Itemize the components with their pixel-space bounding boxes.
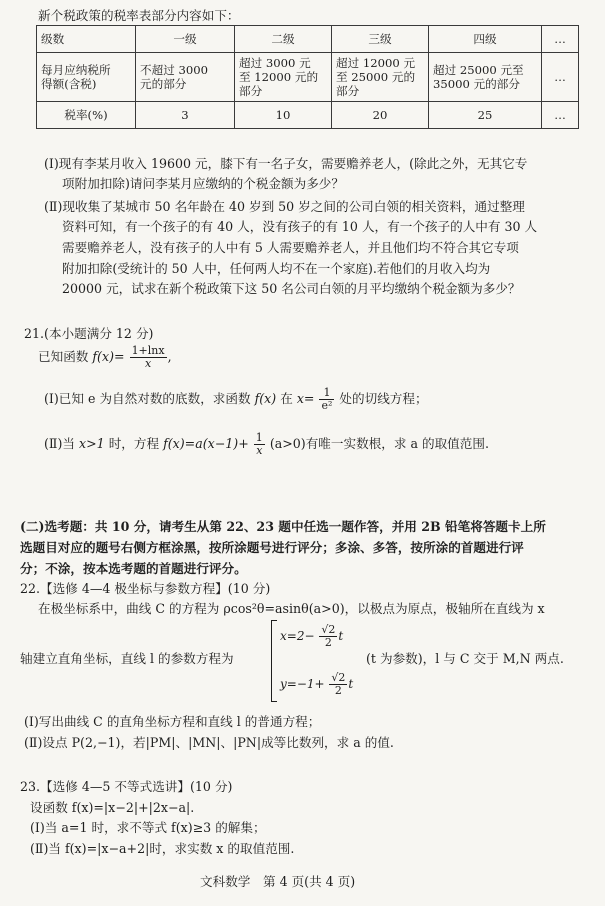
income-label-cell <box>37 53 136 102</box>
q21-part2-text: 时，方程 <box>108 436 160 451</box>
param-y-text: t <box>348 677 354 691</box>
q20-part1-line: (Ⅰ)现有李某月收入 19600 元，膝下有一名子女，需要赡养老人，(除此之外，无其它专 <box>44 156 528 171</box>
rate-cell-more: … <box>542 102 579 129</box>
param-x-fraction <box>319 624 337 649</box>
rate-cell: 25 <box>429 102 542 129</box>
q22-part2: (Ⅱ)设点 P(2,−1)，若|PM|、|MN|、|PN|成等比数列，求 a 的值. <box>24 735 394 750</box>
fraction-denominator: e² <box>321 399 333 412</box>
q21-given-fx: f(x)= <box>92 349 125 364</box>
param-y-fraction <box>329 672 347 697</box>
header-cell: 一级 <box>136 26 235 53</box>
table-header-row <box>37 26 579 53</box>
income-line: 元的部分 <box>140 77 187 91</box>
fraction-denominator: 2 <box>334 684 342 697</box>
rate-cell: 10 <box>235 102 332 129</box>
rate-cell: 20 <box>332 102 429 129</box>
income-line: 部分 <box>239 84 263 98</box>
q21-part1-text: 处的切线方程； <box>339 391 428 406</box>
fraction-numerator: √2 <box>321 623 336 636</box>
param-y-text: y=−1+ <box>280 677 325 691</box>
fraction-denominator: x <box>144 357 152 370</box>
q20-part2-line: 20000 元，试求在新个税政策下这 50 名公司白领的月平均缴纳个税金额为多少？ <box>62 281 521 296</box>
elective-instructions-line: 选题目对应的题号右侧方框涂黑，按所涂题号进行评分；多涂、多答，按所涂的首题进行评 <box>20 540 524 555</box>
income-label-line: 每月应纳税所 <box>41 63 111 77</box>
q20-part2-line: (Ⅱ)现收集了某城市 50 名年龄在 40 岁到 50 岁之间的公司白领的相关资料，通过整理 <box>44 199 525 214</box>
q21-part1-fx: f(x) <box>254 391 277 406</box>
q21-part1-text: (Ⅰ)已知 e 为自然对数的底数，求函数 <box>44 391 251 406</box>
q20-part2-line: 资料可知，有一个孩子的有 40 人，没有孩子的有 10 人，有一个孩子的人中有 30 人 <box>62 219 538 234</box>
q23-part1: (Ⅰ)当 a=1 时，求不等式 f(x)≥3 的解集； <box>30 820 266 835</box>
param-x-text: x=2− <box>280 629 315 643</box>
fraction-numerator: 1+lnx <box>131 344 165 357</box>
q23-line: 设函数 f(x)=|x−2|+|2x−a|. <box>30 800 195 815</box>
income-line: 至 25000 元的 <box>336 70 416 84</box>
q22-line: 在极坐标系中，曲线 C 的方程为 ρcos²θ=asinθ(a>0)，以极点为原点，极轴所在直线为 x <box>38 601 545 616</box>
rate-label-cell: 税率(%) <box>37 102 136 129</box>
income-line: 超过 25000 元至 <box>433 63 524 77</box>
header-cell: 级数 <box>37 26 136 53</box>
q21-part1-fraction <box>319 387 334 412</box>
rate-cell: 3 <box>136 102 235 129</box>
table-income-row <box>37 53 579 102</box>
q20-part1-line: 项附加扣除)请问李某月应缴纳的个税金额为多少？ <box>62 176 344 191</box>
q21-part1-x: x= <box>296 391 315 406</box>
income-cell <box>429 53 542 102</box>
q21-given: 已知函数 f(x)= $\frac{1+\ln x}{x}$ , <box>38 344 172 370</box>
fraction-denominator: 2 <box>324 636 332 649</box>
header-cell: 二级 <box>235 26 332 53</box>
q21-part2-text: (Ⅱ)当 <box>44 436 75 451</box>
income-line: 超过 3000 元 <box>239 56 311 70</box>
page-footer: 文科数学 第 4 页(共 4 页) <box>200 874 356 889</box>
tax-rate-table <box>36 25 579 129</box>
table-rate-row <box>37 102 579 129</box>
q22-part1: (Ⅰ)写出曲线 C 的直角坐标方程和直线 l 的普通方程； <box>24 714 321 729</box>
q22-title: 22.【选修 4—4 极坐标与参数方程】(10 分) <box>20 581 271 596</box>
elective-instructions-line: (二)选考题：共 10 分，请考生从第 22、23 题中任选一题作答，并用 2B 铅笔将答题卡上所 <box>20 519 546 534</box>
income-cell <box>332 53 429 102</box>
income-line: 35000 元的部分 <box>433 77 520 91</box>
q21-part2-eq: f(x)=a(x−1)+ <box>163 436 249 451</box>
q21-part1-text: 在 <box>280 391 293 406</box>
q21-part2 <box>44 429 489 459</box>
q22-line-prefix: 轴建立直角坐标，直线 l 的参数方程为 <box>20 651 234 666</box>
header-cell: 四级 <box>429 26 542 53</box>
q23-part2: (Ⅱ)当 f(x)=|x−a+2|时，求实数 x 的取值范围. <box>30 841 295 856</box>
q21-part2-cond: x>1 <box>79 436 105 451</box>
income-cell <box>136 53 235 102</box>
income-label-line: 得额(含税) <box>41 77 97 91</box>
param-x-equation <box>280 624 343 649</box>
param-x-text: t <box>338 629 344 643</box>
q21-part1 <box>44 384 428 414</box>
fraction-numerator: 1 <box>319 387 334 400</box>
param-y-equation <box>280 672 353 697</box>
income-line: 至 12000 元的 <box>239 70 319 84</box>
fraction-numerator: 1 <box>255 431 263 444</box>
q21-part2-text: (a>0)有唯一实数根，求 a 的取值范围. <box>269 436 489 451</box>
table-intro: 新个税政策的税率表部分内容如下： <box>38 8 240 23</box>
q21-part2-fraction <box>254 432 265 457</box>
q20-part2-line: 需要赡养老人，没有孩子的人中有 5 人需要赡养老人，并且他们均不符合其它专项 <box>62 240 519 255</box>
q22-line-suffix: (t 为参数)，l 与 C 交于 M,N 两点. <box>366 651 564 666</box>
income-cell-more: … <box>542 53 579 102</box>
fraction-denominator: x <box>256 444 263 457</box>
income-line: 部分 <box>336 84 360 98</box>
income-cell <box>235 53 332 102</box>
q21-given-fraction <box>130 345 167 370</box>
q21-title: 21.(本小题满分 12 分) <box>24 326 154 341</box>
q21-given-text: 已知函数 <box>38 349 89 364</box>
income-line: 不超过 3000 <box>140 63 208 77</box>
fraction-numerator: √2 <box>331 671 346 684</box>
header-cell: 三级 <box>332 26 429 53</box>
elective-instructions-line: 分；不涂，按本选考题的首题进行评分。 <box>20 561 247 576</box>
header-cell: … <box>542 26 579 53</box>
q20-part2-line: 附加扣除(受统计的 50 人中，任何两人均不在一个家庭).若他们的月收入均为 <box>62 261 491 276</box>
income-line: 超过 12000 元 <box>336 56 416 70</box>
q23-title: 23.【选修 4—5 不等式选讲】(10 分) <box>20 779 233 794</box>
